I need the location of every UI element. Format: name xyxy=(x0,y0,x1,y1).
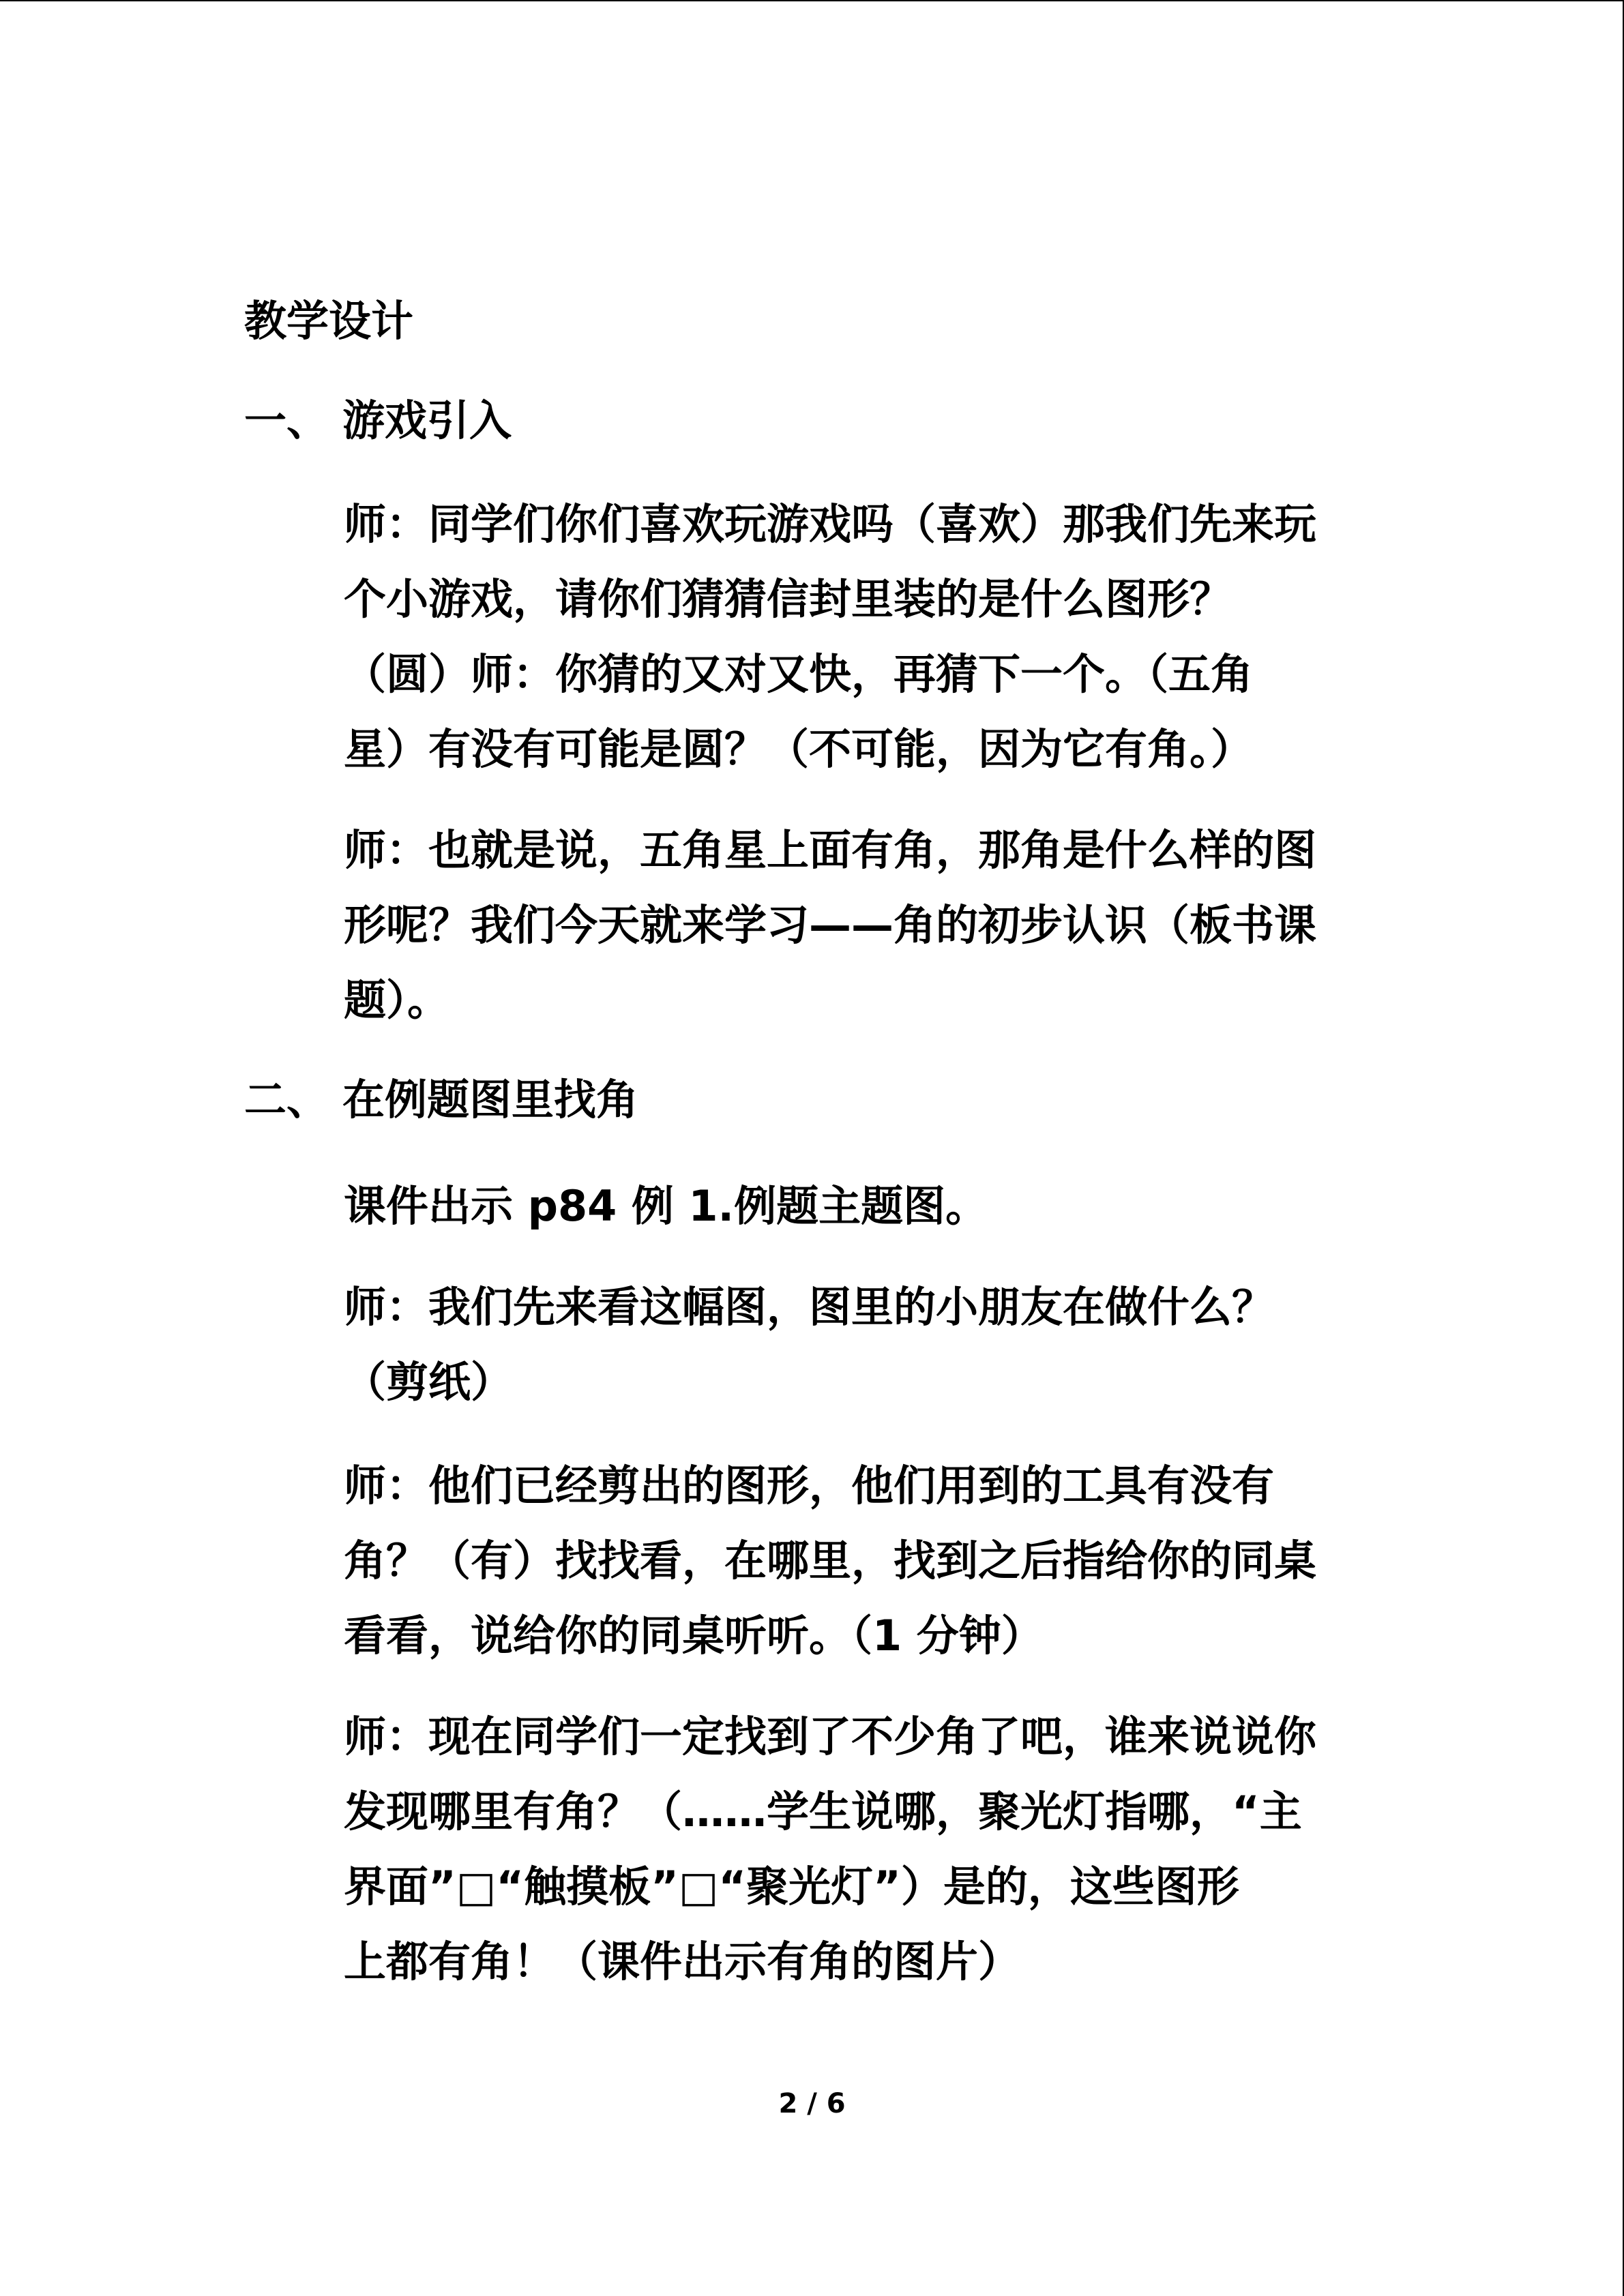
paragraph-line: 师：也就是说，五角星上面有角，那角是什么样的图 xyxy=(344,825,1317,875)
paragraph-line: 界面”□“触摸板”□“聚光灯”）是的，这些图形 xyxy=(344,1862,1239,1911)
paragraph-line: 师：同学们你们喜欢玩游戏吗（喜欢）那我们先来玩 xyxy=(344,499,1317,549)
document-title: 教学设计 xyxy=(244,296,414,346)
paragraph xyxy=(344,487,1394,787)
paragraph-line: （圆）师：你猜的又对又快，再猜下一个。（五角 xyxy=(344,649,1254,699)
paragraph-line: 题）。 xyxy=(344,975,450,1025)
page-number: 2 / 6 xyxy=(778,2088,846,2119)
paragraph-line: 个小游戏，请你们猜猜信封里装的是什么图形？ xyxy=(344,574,1232,624)
paragraph-line: 上都有角！（课件出示有角的图片） xyxy=(344,1937,1021,1986)
paragraph xyxy=(344,1448,1394,1673)
paragraph-line: 师：他们已经剪出的图形，他们用到的工具有没有 xyxy=(344,1461,1275,1510)
section-title: 游戏引入 xyxy=(342,396,512,445)
paragraph-line: 发现哪里有角？（……学生说哪，聚光灯指哪，“主 xyxy=(344,1787,1302,1836)
paragraph-line: 形呢？我们今天就来学习——角的初步认识（板书课 xyxy=(344,900,1317,950)
paragraph xyxy=(344,1169,1394,1244)
section-heading-1 xyxy=(244,396,512,446)
section-heading-2 xyxy=(244,1075,638,1125)
paragraph-line: 角？（有）找找看，在哪里，找到之后指给你的同桌 xyxy=(344,1536,1317,1585)
paragraph xyxy=(344,813,1394,1038)
paragraph-line: 看看，说给你的同桌听听。（1 分钟） xyxy=(344,1611,1044,1660)
paragraph-line: 课件出示 p84 例 1.例题主题图。 xyxy=(344,1181,988,1231)
paragraph-line: 星）有没有可能是圆？（不可能，因为它有角。） xyxy=(344,724,1254,774)
paragraph-line: 师：现在同学们一定找到了不少角了吧，谁来说说你 xyxy=(344,1712,1317,1761)
paragraph xyxy=(344,1270,1394,1420)
paragraph-line: （剪纸） xyxy=(344,1357,514,1407)
section-title: 在例题图里找角 xyxy=(342,1075,639,1124)
paragraph xyxy=(344,1699,1394,1999)
section-number: 二、 xyxy=(244,1075,329,1124)
paragraph-line: 师：我们先来看这幅图，图里的小朋友在做什么？ xyxy=(344,1282,1275,1332)
section-number: 一、 xyxy=(244,396,329,445)
